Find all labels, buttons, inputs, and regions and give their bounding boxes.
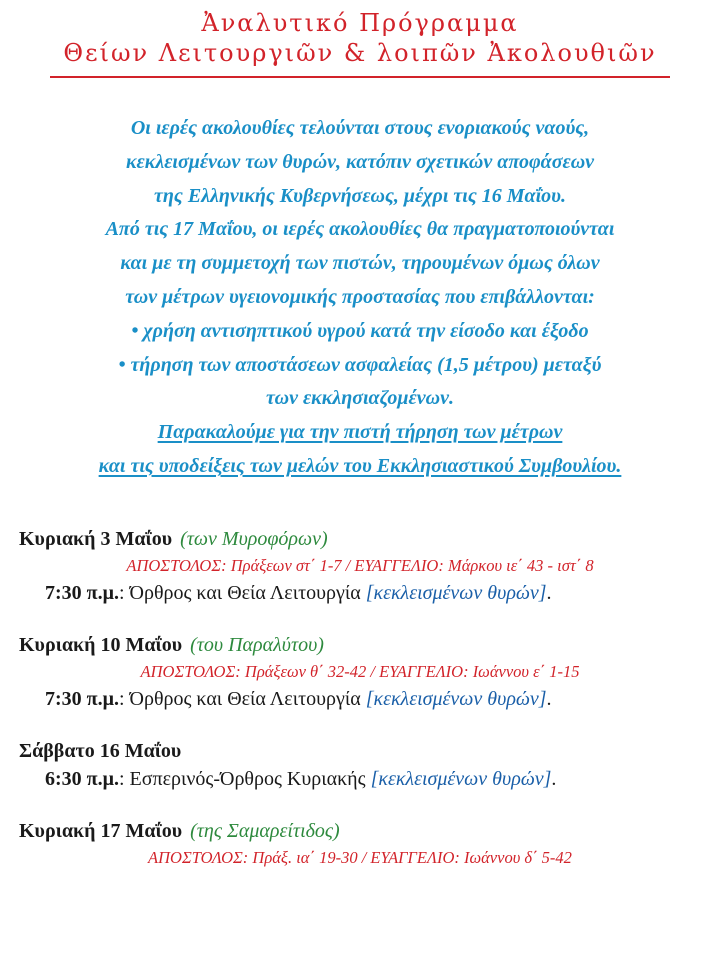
day-date: Κυριακή 17 Μαΐου xyxy=(19,819,183,842)
day-feast: (των Μυροφόρων) xyxy=(180,527,328,550)
schedule-day xyxy=(19,818,720,870)
notice-bullet: • τήρηση των αποστάσεων ασφαλείας (1,5 μέτρου) μεταξύ xyxy=(118,353,602,376)
service-description: : Εσπερινός-Όρθρος Κυριακής xyxy=(118,767,371,790)
service-note: [κεκλεισμένων θυρών] xyxy=(365,581,547,604)
notice-emphasis-text: και τις υποδείξεις των μελών του Εκκλησιαστικού Συμβουλίου. xyxy=(98,454,622,477)
service-schedule xyxy=(0,526,720,870)
service-description: : Όρθρος και Θεία Λειτουργία xyxy=(118,581,366,604)
day-date: Κυριακή 3 Μαΐου xyxy=(19,527,173,550)
notice-line: Οι ιερές ακολουθίες τελούνται στους ενοριακούς ναούς, xyxy=(130,117,590,139)
service-description: : Όρθρος και Θεία Λειτουργία xyxy=(118,687,366,710)
notice-bullet: • χρήση αντισηπτικού υγρού κατά την είσοδο και έξοδο xyxy=(131,319,589,342)
schedule-day xyxy=(19,738,720,794)
service-time: 7:30 π.μ. xyxy=(45,581,119,604)
day-heading xyxy=(19,526,720,552)
service-end: . xyxy=(546,581,552,604)
day-readings: ΑΠΟΣΤΟΛΟΣ: Πράξ. ια΄ 19-30 / ΕΥΑΓΓΕΛΙΟ: Ιωάννου δ΄ 5-42 xyxy=(148,847,572,867)
day-readings: ΑΠΟΣΤΟΛΟΣ: Πράξεων θ΄ 32-42 / ΕΥΑΓΓΕΛΙΟ: Ιωάννου ε΄ 1-15 xyxy=(140,661,580,681)
covid-notice xyxy=(0,112,720,484)
schedule-day xyxy=(19,526,720,608)
notice-line: της Ελληνικής Κυβερνήσεως, μέχρι τις 16 Μαΐου. xyxy=(154,184,566,207)
service-time: 6:30 π.μ. xyxy=(45,767,119,790)
service-entry xyxy=(19,578,720,608)
notice-line: Από τις 17 Μαΐου, οι ιερές ακολουθίες θα πραγματοποιούνται xyxy=(105,218,615,241)
day-readings: ΑΠΟΣΤΟΛΟΣ: Πράξεων στ΄ 1-7 / ΕΥΑΓΓΕΛΙΟ: Μάρκου ιε΄ 43 - ιστ΄ 8 xyxy=(126,555,594,575)
service-end: . xyxy=(546,687,552,710)
schedule-day xyxy=(19,632,720,714)
day-date: Σάββατο 16 Μαΐου xyxy=(19,739,182,762)
day-heading xyxy=(19,738,720,764)
notice-emphasis-text: Παρακαλούμε για την πιστή τήρηση των μέτρων xyxy=(157,421,563,444)
notice-line: των μέτρων υγειονομικής προστασίας που επιβάλλονται: xyxy=(125,285,595,308)
day-date: Κυριακή 10 Μαΐου xyxy=(19,633,183,656)
service-end: . xyxy=(551,767,557,790)
service-entry xyxy=(19,684,720,714)
notice-emphasis-line xyxy=(0,416,720,450)
notice-line: κεκλεισμένων των θυρών, κατόπιν σχετικών αποφάσεων xyxy=(125,150,595,173)
day-feast: (της Σαμαρείτιδος) xyxy=(190,819,340,842)
day-heading xyxy=(19,818,720,844)
header-title-line-1: Ἀναλυτικό Πρόγραμμα xyxy=(201,9,519,37)
notice-line: των εκκλησιαζομένων. xyxy=(266,387,454,410)
notice-emphasis-line xyxy=(0,450,720,484)
notice-line: και με τη συμμετοχή των πιστών, τηρουμένων όμως όλων xyxy=(120,252,600,275)
service-entry xyxy=(19,764,720,794)
day-heading xyxy=(19,632,720,658)
service-note: [κεκλεισμένων θυρών] xyxy=(365,687,547,710)
header-title-line-2: Θείων Λειτουργιῶν & λοιπῶν Ἀκολουθιῶν xyxy=(63,39,657,67)
day-feast: (του Παραλύτου) xyxy=(190,633,324,656)
header-divider xyxy=(50,76,670,78)
page-header xyxy=(0,0,720,78)
service-time: 7:30 π.μ. xyxy=(45,687,119,710)
service-note: [κεκλεισμένων θυρών] xyxy=(370,767,552,790)
